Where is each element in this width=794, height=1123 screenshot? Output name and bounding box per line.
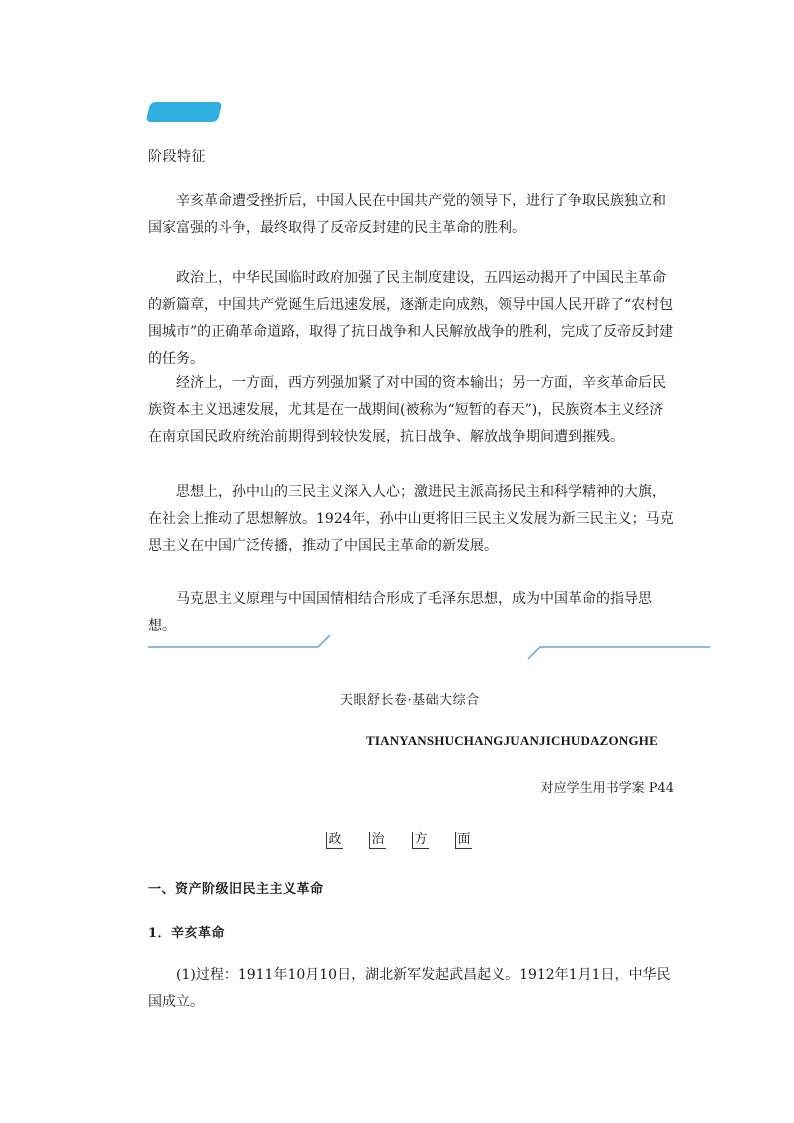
section-divider [0,630,794,664]
paragraph-politics: 政治上，中华民国临时政府加强了民主制度建设，五四运动揭开了中国民主革命的新篇章，中国共产党诞生后迅速发展，逐渐走向成熟，领导中国人民开辟了“农村包围城市”的正确革命道路，取得了抗日战争和人民解放战争的胜利，完成了反帝反封建的任务。 [148,270,674,367]
boxed-title [326,832,472,849]
paragraph-process: (1)过程：1911年10月10日，湖北新军发起武昌起义。1912年1月1日，中华民国成立。 [148,967,671,1010]
paragraph-intro: 辛亥革命遭受挫折后，中国人民在中国共产党的领导下，进行了争取民族独立和国家富强的斗争，最终取得了反帝反封建的民主革命的胜利。 [148,193,666,236]
center-title: 天眼舒长卷·基础大综合 [340,693,480,708]
textbook-reference: 对应学生用书学案 P44 [540,781,674,796]
section-heading-2: 1．辛亥革命 [148,926,226,941]
stage-heading: 阶段特征 [148,149,206,165]
boxed-char: 政 [326,832,343,849]
paragraph-economy: 经济上，一方面，西方列强加紧了对中国的资本输出；另一方面，辛亥革命后民族资本主义迅速发展，尤其是在一战期间(被称为“短暂的春天”)，民族资本主义经济在南京国民政府统治前期得到较快发展，抗日战争、解放战争期间遭到摧残。 [148,375,666,445]
section-heading-1: 一、资产阶级旧民主主义革命 [148,882,324,897]
boxed-char: 方 [412,832,429,849]
paragraph-thought: 思想上，孙中山的三民主义深入人心；激进民主派高扬民主和科学精神的大旗，在社会上推动了思想解放。1924年，孙中山更将旧三民主义发展为新三民主义；马克思主义在中国广泛传播，推动了中国民主革命的新发展。 [148,484,674,554]
paragraph-marxism: 马克思主义原理与中国国情相结合形成了毛泽东思想，成为中国革命的指导思想。 [148,591,652,634]
boxed-char: 治 [369,832,386,849]
pinyin-subtitle: TIANYANSHUCHANGJUANJICHUDAZONGHE [366,733,658,748]
section-badge [146,102,223,122]
boxed-char: 面 [455,832,472,849]
